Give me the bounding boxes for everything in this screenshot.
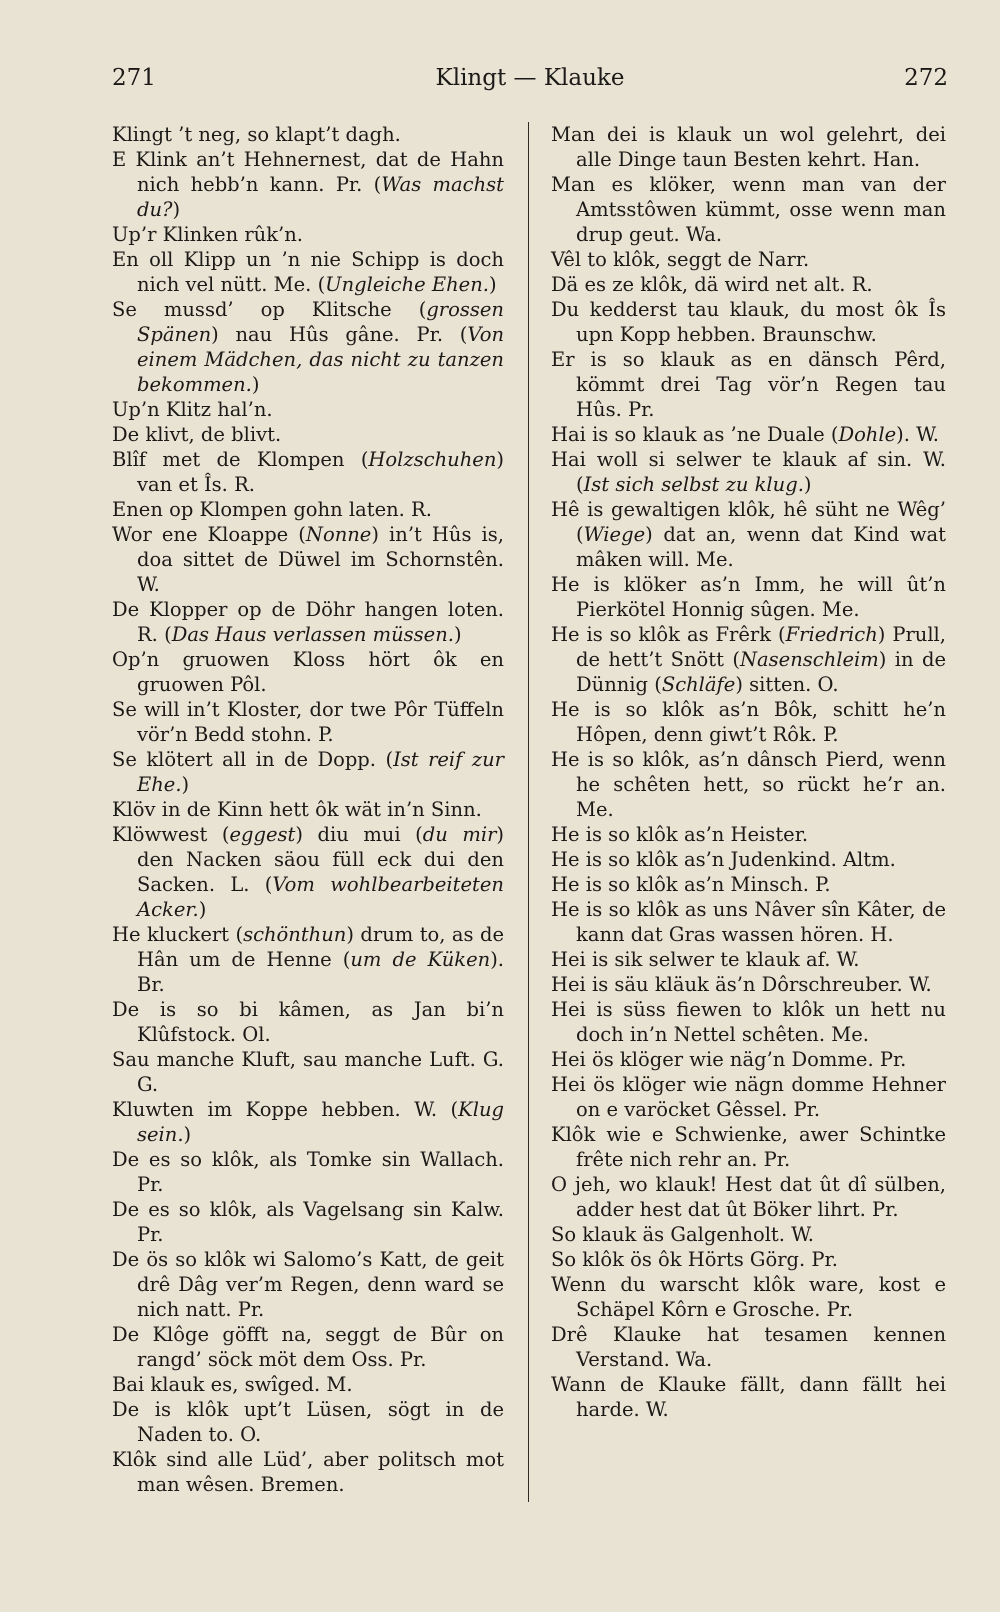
proverb-entry: Hei ös klöger wie näg’n Domme. Pr. bbox=[551, 1048, 907, 1071]
proverb-entry: Hai is so klauk as ’ne Duale (Dohle). W. bbox=[551, 423, 939, 446]
proverb-entry: He is so klôk as’n Heister. bbox=[551, 823, 809, 846]
proverb-entry: Hei ös klöger wie nägn domme Hehner on e varöcket Gêssel. Pr. bbox=[551, 1073, 946, 1121]
proverb-entry: Vêl to klôk, seggt de Narr. bbox=[551, 248, 810, 271]
proverb-entry: Up’n Klitz hal’n. bbox=[112, 398, 273, 421]
proverb-entry: Bai klauk es, swîged. M. bbox=[112, 1373, 353, 1396]
proverb-entry: Enen op Klompen gohn laten. R. bbox=[112, 498, 432, 521]
proverb-entry: Wenn du warscht klôk ware, kost e Schäpel Kôrn e Grosche. Pr. bbox=[551, 1273, 946, 1321]
proverb-entry: Du kedderst tau klauk, du most ôk Îs upn Kopp hebben. Braunschw. bbox=[551, 298, 946, 346]
proverb-entry: Se mussd’ op Klitsche (grossen Spänen) nau Hûs gâne. Pr. (Von einem Mädchen, das nicht zu tanzen bekommen.) bbox=[112, 298, 504, 396]
proverb-entry: Se klötert all in de Dopp. (Ist reif zur Ehe.) bbox=[112, 748, 504, 796]
proverb-entry: Sau manche Kluft, sau manche Luft. G. G. bbox=[112, 1048, 504, 1096]
proverb-entry: He is so klôk, as’n dânsch Pierd, wenn he schêten hett, so rückt he’r an. Me. bbox=[551, 748, 946, 821]
page-number-right: 272 bbox=[904, 65, 948, 91]
page-number-left: 271 bbox=[112, 65, 156, 91]
proverb-entry: Op’n gruowen Kloss hört ôk en gruowen Pôl. bbox=[112, 648, 504, 696]
proverb-entry: Blîf met de Klompen (Holzschuhen) van et Îs. R. bbox=[112, 448, 504, 496]
proverb-entry: Wor ene Kloappe (Nonne) in’t Hûs is, doa sittet de Düwel im Schornstên. W. bbox=[112, 523, 504, 596]
proverb-entry: Man es klöker, wenn man van der Amtsstôwen kümmt, osse wenn man drup geut. Wa. bbox=[551, 173, 946, 246]
proverb-entry: Klöv in de Kinn hett ôk wät in’n Sinn. bbox=[112, 798, 482, 821]
right-column bbox=[551, 122, 946, 1422]
proverb-entry: Wann de Klauke fällt, dann fällt hei harde. W. bbox=[551, 1373, 946, 1421]
proverb-entry: So klauk äs Galgenholt. W. bbox=[551, 1223, 815, 1246]
proverb-entry: Hai woll si selwer te klauk af sin. W. (Ist sich selbst zu klug.) bbox=[551, 448, 946, 496]
column-divider bbox=[528, 122, 529, 1502]
proverb-entry: De Klôge göfft na, seggt de Bûr on rangd’ söck möt dem Oss. Pr. bbox=[112, 1323, 504, 1371]
proverb-entry: De is so bi kâmen, as Jan bi’n Klûfstock. Ol. bbox=[112, 998, 504, 1046]
proverb-entry: Up’r Klinken rûk’n. bbox=[112, 223, 304, 246]
proverb-entry: Hei is säu kläuk äs’n Dôrschreuber. W. bbox=[551, 973, 932, 996]
proverb-entry: So klôk ös ôk Hörts Görg. Pr. bbox=[551, 1248, 838, 1271]
proverb-entry: Drê Klauke hat tesamen kennen Verstand. Wa. bbox=[551, 1323, 946, 1371]
proverb-entry: Kluwten im Koppe hebben. W. (Klug sein.) bbox=[112, 1098, 504, 1146]
proverb-entry: He is so klôk as Frêrk (Friedrich) Prull, de hett’t Snött (Nasenschleim) in de Dünnig (Schläfe) sitten. O. bbox=[551, 623, 946, 696]
proverb-entry: He is so klôk as’n Judenkind. Altm. bbox=[551, 848, 896, 871]
proverb-entry: He is klöker as’n Imm, he will ût’n Pierkötel Honnig sûgen. Me. bbox=[551, 573, 946, 621]
proverb-entry: Hê is gewaltigen klôk, hê süht ne Wêg’ (Wiege) dat an, wenn dat Kind wat mâken will. Me. bbox=[551, 498, 946, 571]
proverb-entry: Se will in’t Kloster, dor twe Pôr Tüffeln vör’n Bedd stohn. P. bbox=[112, 698, 504, 746]
proverb-entry: Hei is sik selwer te klauk af. W. bbox=[551, 948, 860, 971]
proverb-entry: De is klôk upt’t Lüsen, sögt in de Naden to. O. bbox=[112, 1398, 504, 1446]
proverb-entry: De ös so klôk wi Salomo’s Katt, de geit drê Dâg ver’m Regen, denn ward se nich natt. Pr. bbox=[112, 1248, 504, 1321]
proverb-entry: Man dei is klauk un wol gelehrt, dei alle Dinge taun Besten kehrt. Han. bbox=[551, 123, 946, 171]
proverb-entry: Hei is süss fiewen to klôk un hett nu doch in’n Nettel schêten. Me. bbox=[551, 998, 946, 1046]
proverb-entry: Klôk wie e Schwienke, awer Schintke frête nich rehr an. Pr. bbox=[551, 1123, 946, 1171]
proverb-entry: Klöwwest (eggest) diu mui (du mir) den Nacken säou füll eck dui den Sacken. L. (Vom wohlbearbeiteten Acker.) bbox=[112, 823, 505, 921]
proverb-entry: E Klink an’t Hehnernest, dat de Hahn nich hebb’n kann. Pr. (Was machst du?) bbox=[112, 148, 504, 221]
proverb-entry: De es so klôk, als Vagelsang sin Kalw. Pr. bbox=[112, 1198, 504, 1246]
proverb-entry: De es so klôk, als Tomke sin Wallach. Pr. bbox=[112, 1148, 504, 1196]
proverb-entry: Dä es ze klôk, dä wird net alt. R. bbox=[551, 273, 873, 296]
proverb-entry: Klôk sind alle Lüd’, aber politsch mot man wêsen. Bremen. bbox=[112, 1448, 504, 1496]
proverb-entry: En oll Klipp un ’n nie Schipp is doch nich vel nütt. Me. (Ungleiche Ehen.) bbox=[112, 248, 504, 296]
left-column bbox=[112, 122, 504, 1497]
proverb-entry: He is so klôk as uns Nâver sîn Kâter, de kann dat Gras wassen hören. H. bbox=[551, 898, 946, 946]
proverb-entry: He is so klôk as’n Minsch. P. bbox=[551, 873, 831, 896]
page-header bbox=[112, 58, 948, 98]
proverb-entry: De Klopper op de Döhr hangen loten. R. (Das Haus verlassen müssen.) bbox=[112, 598, 504, 646]
proverb-entry: He kluckert (schönthun) drum to, as de Hân um de Henne (um de Küken). Br. bbox=[112, 923, 504, 996]
proverb-entry: De klivt, de blivt. bbox=[112, 423, 282, 446]
proverb-entry: Klingt ’t neg, so klapt’t dagh. bbox=[112, 123, 401, 146]
proverb-entry: He is so klôk as’n Bôk, schitt he’n Hôpen, denn giwt’t Rôk. P. bbox=[551, 698, 946, 746]
proverb-entry: O jeh, wo klauk! Hest dat ût dî sülben, adder hest dat ût Böker lihrt. Pr. bbox=[551, 1173, 946, 1221]
running-title: Klingt — Klauke bbox=[435, 65, 625, 91]
proverb-entry: Er is so klauk as en dänsch Pêrd, kömmt drei Tag vör’n Regen tau Hûs. Pr. bbox=[551, 348, 946, 421]
